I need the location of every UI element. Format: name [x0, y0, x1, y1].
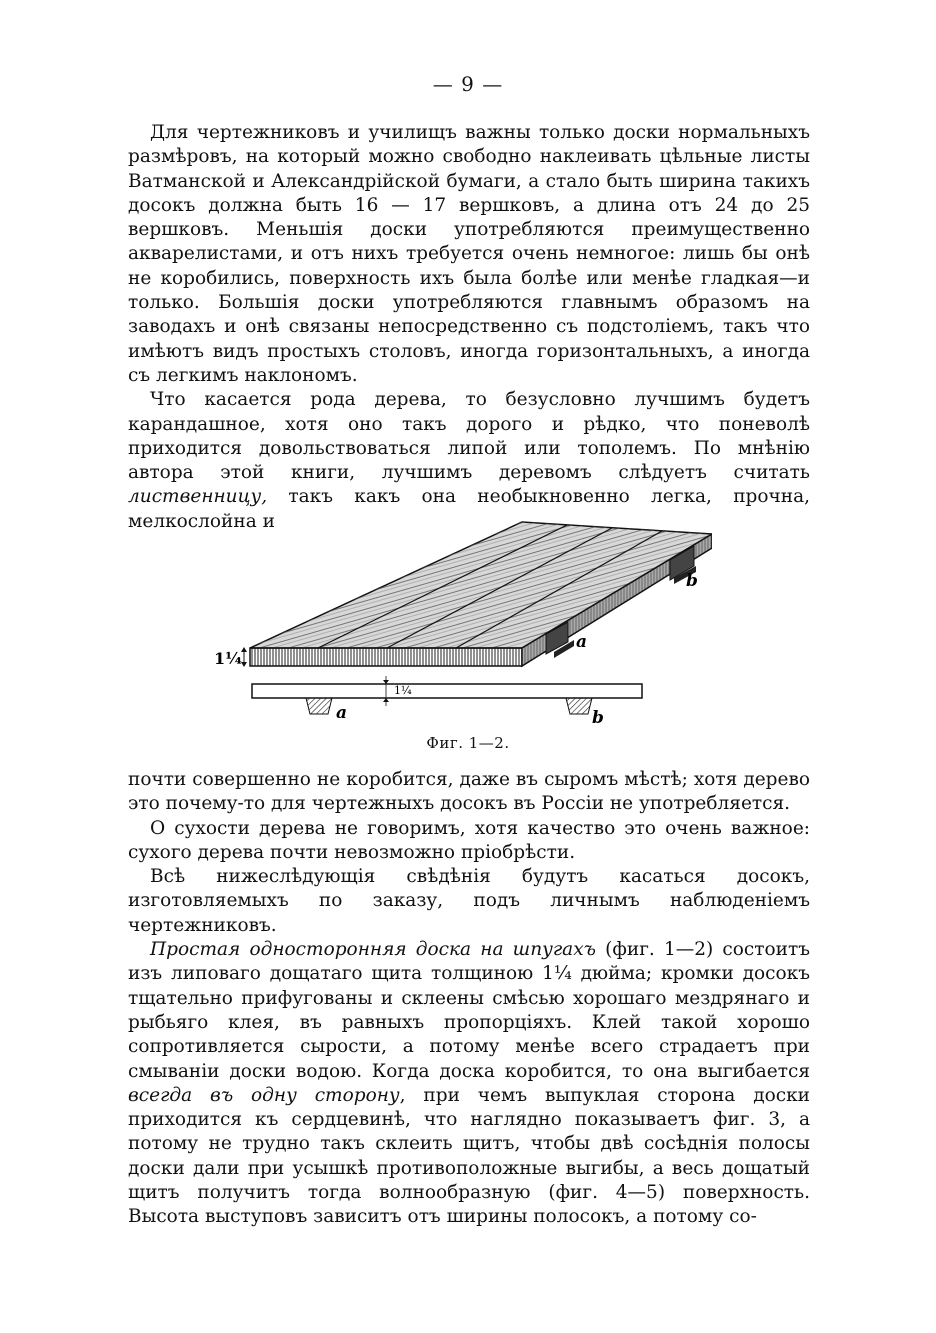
paragraph-continuation: почти совершенно не коробится, даже въ сыромъ мѣстѣ; хотя дерево это почему-то для чертежныхъ досокъ въ Россіи не употребляется. [128, 769, 810, 815]
wood-italic: лиственницу, [128, 486, 268, 508]
section-a-label: a [336, 703, 348, 723]
text-block-top [128, 121, 810, 534]
figure-caption: Фиг. 1—2. [426, 734, 510, 752]
thickness-label: 1¼ [214, 649, 242, 668]
board-cross-section [252, 676, 642, 714]
paragraph-wood-type [128, 388, 810, 534]
paragraph-simple-board [128, 938, 810, 1230]
simple-board-text: (фиг. 1—2) состоитъ изъ липоваго дощатаго щита толщиною 1¼ дюйма; кромки досокъ тщательно прифугованы и склеены смѣсью хорошаго мездрянаго и рыбьяго клея, въ равныхъ пропорціяхъ. Клей такой хорошо сопротивляется сырости, а потому менѣе всего страдаетъ при смываніи доски водою. Когда доска коробится, то она выгибается [128, 939, 810, 1082]
section-thickness-label: 1¼ [394, 684, 412, 697]
wood-text-before: Что касается рода дерева, то безусловно лучшимъ будетъ карандашное, хотя оно такъ дорого и рѣдко, что поневолѣ приходится довольствоваться липой или тополемъ. По мнѣнію автора этой книги, лучшимъ деревомъ слѣдуетъ считать [128, 389, 810, 484]
cleat-b-label: b [686, 571, 698, 591]
paragraph-custom-boards: Всѣ нижеслѣдующія свѣдѣнія будутъ касаться досокъ, изготовляемыхъ по заказу, подъ личнымъ наблюденіемъ чертежниковъ. [128, 866, 810, 936]
always-one-side-italic: всегда въ одну сторону [128, 1084, 400, 1106]
section-b-label: b [592, 708, 604, 728]
page-number: — 9 — [432, 72, 504, 96]
paragraph-board-sizes: Для чертежниковъ и училищъ важны только доски нормальныхъ размѣровъ, на который можно свободно наклеивать цѣльные листы Ватманской и Александрійской бумаги, а стало быть ширина такихъ досокъ должна быть 16 — 17 вершковъ, а длина отъ 24 до 25 вершковъ. Меньшія доски употребляются преимущественно акварелистами, и отъ нихъ требуется очень немногое: лишь бы онѣ не коробились, поверхность ихъ была болѣе или менѣе гладкая—и только. Большія доски употребляются главнымъ образомъ на заводахъ и онѣ связаны непосредственно съ подстоліемъ, такъ что имѣютъ видъ простыхъ столовъ, иногда горизонтальныхъ, а иногда съ легкимъ наклономъ. [128, 122, 810, 386]
simple-board-italic: Простая односторонняя доска на шпугахъ [150, 939, 596, 961]
cleat-a-label: a [576, 632, 588, 652]
paragraph-dryness: О сухости дерева не говоримъ, хотя качество это очень важное: сухого дерева почти невозможно пріобрѣсти. [128, 817, 810, 863]
text-block-bottom [128, 768, 810, 1230]
wood-text-after: такъ какъ она необыкновенно легка, прочна, мелкослойна и [128, 486, 810, 532]
drawing-board-figure [212, 518, 712, 728]
simple-board-end: , при чемъ выпуклая сторона доски приходится къ сердцевинѣ, что наглядно показываетъ фиг. 3, а потому не трудно такъ склеить щитъ, чтобы двѣ сосѣднія полосы доски дали при усышкѣ противоположные выгибы, а весь дощатый щитъ получитъ тогда волнообразную (фиг. 4—5) поверхность. Высота выступовъ зависитъ отъ ширины полосокъ, а потому со- [128, 1084, 810, 1228]
